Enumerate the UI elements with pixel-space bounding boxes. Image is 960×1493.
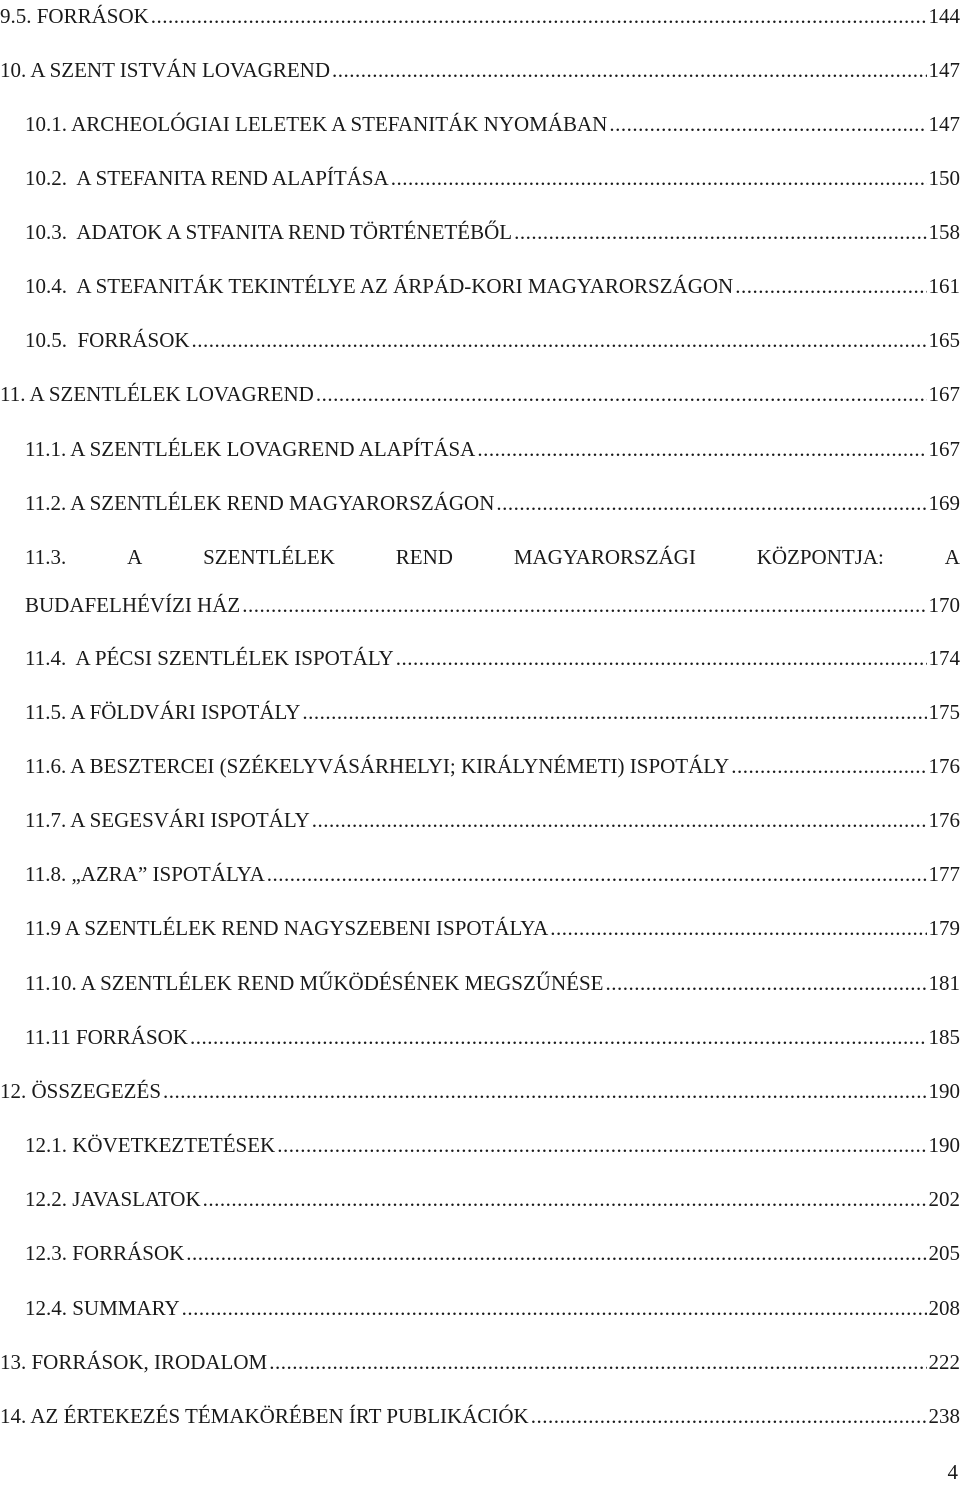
toc-leader-dots xyxy=(277,1130,926,1160)
toc-entry-page: 238 xyxy=(928,1404,960,1428)
toc-entry-page: 147 xyxy=(928,112,960,136)
toc-entry-title: 11.5. A FÖLDVÁRI ISPOTÁLY xyxy=(25,700,301,724)
toc-leader-dots xyxy=(203,1184,927,1214)
toc-entry-page: 181 xyxy=(928,971,960,995)
toc-entry-page: 147 xyxy=(928,58,960,82)
toc-entry[interactable] xyxy=(0,859,960,889)
toc-entry-title: 12.2. JAVASLATOK xyxy=(25,1187,201,1211)
toc-entry-title: 10.5. FORRÁSOK xyxy=(25,328,190,352)
toc-entry-page: 165 xyxy=(928,328,960,352)
toc-entry[interactable] xyxy=(0,913,960,943)
toc-entry-title: 12.1. KÖVETKEZTETÉSEK xyxy=(25,1133,276,1157)
toc-leader-dots xyxy=(609,109,926,139)
toc-entry-page: 144 xyxy=(928,4,960,28)
toc-leader-dots xyxy=(182,1293,927,1323)
toc-entry[interactable] xyxy=(0,1,960,31)
toc-leader-dots xyxy=(332,55,927,85)
toc-word: KÖZPONTJA: xyxy=(756,545,884,569)
toc-word: SZENTLÉLEK xyxy=(203,545,335,569)
toc-leader-dots xyxy=(192,325,927,355)
toc-entry-title: 11.2. A SZENTLÉLEK REND MAGYARORSZÁGON xyxy=(25,491,495,515)
page-number: 4 xyxy=(947,1460,958,1484)
toc-entry-page: 185 xyxy=(928,1025,960,1049)
toc-leader-dots xyxy=(396,643,927,673)
toc-leader-dots xyxy=(735,271,926,301)
toc-entry-title: 11.10. A SZENTLÉLEK REND MŰKÖDÉSÉNEK MEGSZŰNÉSE xyxy=(25,971,604,995)
toc-leader-dots xyxy=(190,1022,927,1052)
toc-entry[interactable] xyxy=(0,488,960,518)
toc-word: REND xyxy=(395,545,453,569)
toc-leader-dots xyxy=(302,697,926,727)
toc-entry[interactable] xyxy=(0,751,960,781)
toc-entry-title: 11. A SZENTLÉLEK LOVAGREND xyxy=(0,382,314,406)
toc-entry-title: 11.11 FORRÁSOK xyxy=(25,1025,188,1049)
toc-entry-title: 10.4. A STEFANITÁK TEKINTÉLYE AZ ÁRPÁD-KORI MAGYARORSZÁGON xyxy=(25,274,734,298)
toc-entry-page: 150 xyxy=(928,166,960,190)
toc-entry[interactable] xyxy=(0,434,960,464)
toc-entry-title: 10.2. A STEFANITA REND ALAPÍTÁSA xyxy=(25,166,389,190)
toc-entry-page: 205 xyxy=(928,1241,960,1265)
toc-entry[interactable] xyxy=(0,1130,960,1160)
toc-entry[interactable] xyxy=(0,55,960,85)
toc-entry-page: 167 xyxy=(928,382,960,406)
toc-entry-page: 174 xyxy=(928,646,960,670)
toc-entry-title: 12.3. FORRÁSOK xyxy=(25,1241,185,1265)
toc-entry[interactable] xyxy=(0,1238,960,1268)
toc-entry-title: 12.4. SUMMARY xyxy=(25,1296,180,1320)
toc-entry[interactable] xyxy=(0,163,960,193)
toc-leader-dots xyxy=(550,913,926,943)
toc-entry-page: 177 xyxy=(928,862,960,886)
toc-entry-title: 11.1. A SZENTLÉLEK LOVAGREND ALAPÍTÁSA xyxy=(25,437,476,461)
toc-leader-dots xyxy=(267,859,927,889)
toc-leader-dots xyxy=(514,217,926,247)
toc-leader-dots xyxy=(242,590,926,620)
toc-entry-title: 11.7. A SEGESVÁRI ISPOTÁLY xyxy=(25,808,310,832)
toc-word: MAGYARORSZÁGI xyxy=(513,545,696,569)
toc-word: A xyxy=(944,545,960,569)
toc-entry-page: 161 xyxy=(928,274,960,298)
toc-entry-page: 179 xyxy=(928,916,960,940)
toc-entry[interactable] xyxy=(0,379,960,409)
toc-leader-dots xyxy=(163,1076,926,1106)
toc-entry-page: 208 xyxy=(928,1296,960,1320)
toc-entry[interactable] xyxy=(0,1347,960,1377)
toc-entry-title: 11.4. A PÉCSI SZENTLÉLEK ISPOTÁLY xyxy=(25,646,394,670)
toc-entry-page: 175 xyxy=(928,700,960,724)
toc-entry-title: 14. AZ ÉRTEKEZÉS TÉMAKÖRÉBEN ÍRT PUBLIKÁCIÓK xyxy=(0,1404,529,1428)
toc-entry[interactable] xyxy=(0,968,960,998)
toc-entry[interactable] xyxy=(0,271,960,301)
toc-entry-title: 10.1. ARCHEOLÓGIAI LELETEK A STEFANITÁK NYOMÁBAN xyxy=(25,112,608,136)
toc-word: A xyxy=(127,545,143,569)
toc-entry-title: 12. ÖSSZEGEZÉS xyxy=(0,1079,162,1103)
toc-entry[interactable] xyxy=(0,805,960,835)
toc-entry[interactable] xyxy=(0,325,960,355)
toc-word: 11.3. xyxy=(25,545,67,569)
toc-entry[interactable] xyxy=(0,1022,960,1052)
toc-entry-title: 10. A SZENT ISTVÁN LOVAGREND xyxy=(0,58,330,82)
toc-leader-dots xyxy=(316,379,927,409)
toc-leader-dots xyxy=(605,968,926,998)
toc-leader-dots xyxy=(531,1401,927,1431)
toc-entry[interactable] xyxy=(0,1293,960,1323)
toc-leader-dots xyxy=(269,1347,926,1377)
toc-entry[interactable] xyxy=(0,109,960,139)
toc-entry-title: 10.3. ADATOK A STFANITA REND TÖRTÉNETÉBŐL xyxy=(25,220,513,244)
toc-entry[interactable] xyxy=(0,590,960,620)
toc-entry[interactable] xyxy=(0,1401,960,1431)
toc-leader-dots xyxy=(151,1,927,31)
toc-entry-page: 190 xyxy=(928,1079,960,1103)
toc-entry-page: 222 xyxy=(928,1350,960,1374)
toc-entry-title: 13. FORRÁSOK, IRODALOM xyxy=(0,1350,268,1374)
toc-entry-title-line1 xyxy=(25,542,960,572)
toc-leader-dots xyxy=(186,1238,926,1268)
toc-leader-dots xyxy=(477,434,926,464)
toc-entry[interactable] xyxy=(0,217,960,247)
toc-entry-page: 176 xyxy=(928,754,960,778)
toc-entry-page: 170 xyxy=(928,593,960,617)
toc-entry[interactable] xyxy=(0,1184,960,1214)
toc-entry-page: 202 xyxy=(928,1187,960,1211)
toc-entry-title: 11.8. „AZRA” ISPOTÁLYA xyxy=(25,862,265,886)
toc-entry-title: 9.5. FORRÁSOK xyxy=(0,4,149,28)
toc-entry[interactable] xyxy=(0,697,960,727)
toc-entry[interactable] xyxy=(0,643,960,673)
toc-leader-dots xyxy=(391,163,927,193)
toc-entry-page: 169 xyxy=(928,491,960,515)
toc-entry-title: BUDAFELHÉVÍZI HÁZ xyxy=(25,593,241,617)
toc-entry-page: 158 xyxy=(928,220,960,244)
toc-entry-page: 167 xyxy=(928,437,960,461)
toc-entry-justified-line[interactable] xyxy=(0,542,960,572)
toc-entry-page: 176 xyxy=(928,808,960,832)
toc-leader-dots xyxy=(312,805,927,835)
toc-leader-dots xyxy=(496,488,926,518)
toc-entry-page: 190 xyxy=(928,1133,960,1157)
toc-entry-title: 11.9 A SZENTLÉLEK REND NAGYSZEBENI ISPOTÁLYA xyxy=(25,916,549,940)
toc-entry[interactable] xyxy=(0,1076,960,1106)
toc-leader-dots xyxy=(731,751,926,781)
toc-entry-title: 11.6. A BESZTERCEI (SZÉKELYVÁSÁRHELYI; KIRÁLYNÉMETI) ISPOTÁLY xyxy=(25,754,730,778)
